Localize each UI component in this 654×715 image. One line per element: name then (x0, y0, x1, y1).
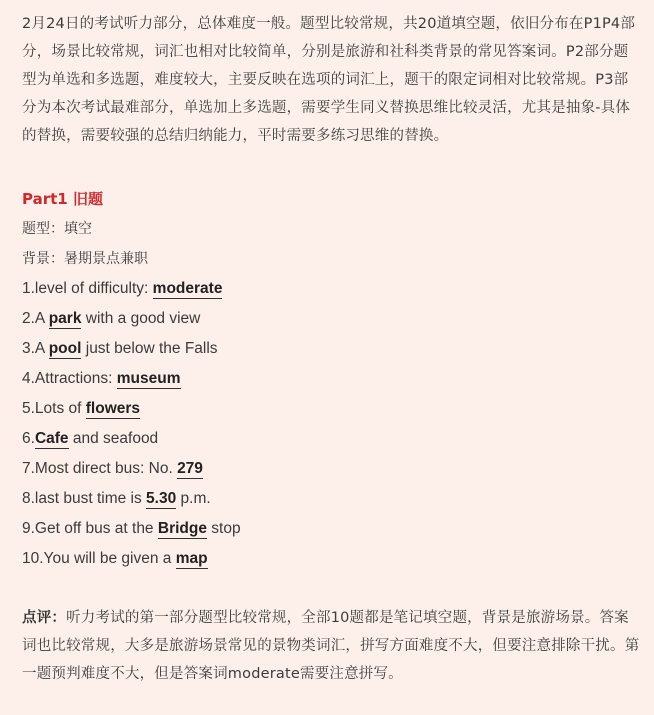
answer-list (22, 274, 640, 574)
answer-prefix: 8.last bust time is (22, 490, 147, 507)
answer-suffix: just below the Falls (81, 340, 218, 357)
comment-paragraph (22, 604, 640, 688)
answer-word: museum (116, 370, 181, 387)
answer-item (22, 514, 640, 544)
answer-item (22, 364, 640, 394)
answer-item (22, 304, 640, 334)
answer-word: Cafe (34, 430, 69, 447)
answer-prefix: 1.level of difficulty: (22, 280, 153, 297)
answer-prefix: 4.Attractions: (22, 370, 117, 387)
comment-text: 听力考试的第一部分题型比较常规，全部10题都是笔记填空题，背景是旅游场景。答案词也比较常规，大多是旅游场景常见的景物类词汇，拼写方面难度不大，但要注意排除干扰。第一题预判难度不大，但是答案词moderate需要注意拼写。 (22, 610, 640, 682)
answer-word: pool (48, 340, 82, 357)
answer-item (22, 454, 640, 484)
answer-prefix: 2.A (22, 310, 49, 327)
answer-word: flowers (85, 400, 141, 417)
comment-label: 点评： (22, 610, 67, 626)
answer-item (22, 274, 640, 304)
answer-suffix: p.m. (176, 490, 211, 507)
answer-prefix: 10.You will be given a (22, 550, 176, 567)
answer-item (22, 394, 640, 424)
answer-suffix: stop (206, 520, 241, 537)
answer-item (22, 544, 640, 574)
answer-word: map (175, 550, 208, 567)
answer-word: 5.30 (146, 490, 177, 507)
answer-item (22, 484, 640, 514)
answer-prefix: 9.Get off bus at the (22, 520, 158, 537)
answer-prefix: 3.A (22, 340, 49, 357)
question-type-line: 题型：填空 (22, 221, 92, 237)
answer-word: 279 (177, 460, 203, 477)
part1-title: Part1 旧题 (22, 190, 103, 208)
answer-word: moderate (152, 280, 223, 297)
answer-suffix: and seafood (68, 430, 159, 447)
background-line: 背景：暑期景点兼职 (22, 251, 148, 267)
answer-prefix: 6. (22, 430, 35, 447)
answer-suffix: with a good view (81, 310, 201, 327)
answer-item (22, 334, 640, 364)
answer-prefix: 7.Most direct bus: No. (22, 460, 178, 477)
answer-prefix: 5.Lots of (22, 400, 86, 417)
answer-word: park (48, 310, 82, 327)
answer-item (22, 424, 640, 454)
intro-paragraph: 2月24日的考试听力部分，总体难度一般。题型比较常规，共20道填空题，依旧分布在P1P4部分，场景比较常规，词汇也相对比较简单，分别是旅游和社科类背景的常见答案词。P2部分题型为单选和多选题，难度较大，主要反映在选项的词汇上，题干的限定词相对比较常规。P3部分为本次考试最难部分，单选加上多选题，需要学生同义替换思维比较灵活，尤其是抽象-具体的替换，需要较强的总结归纳能力，平时需要多练习思维的替换。 (22, 16, 636, 144)
answer-word: Bridge (157, 520, 207, 537)
